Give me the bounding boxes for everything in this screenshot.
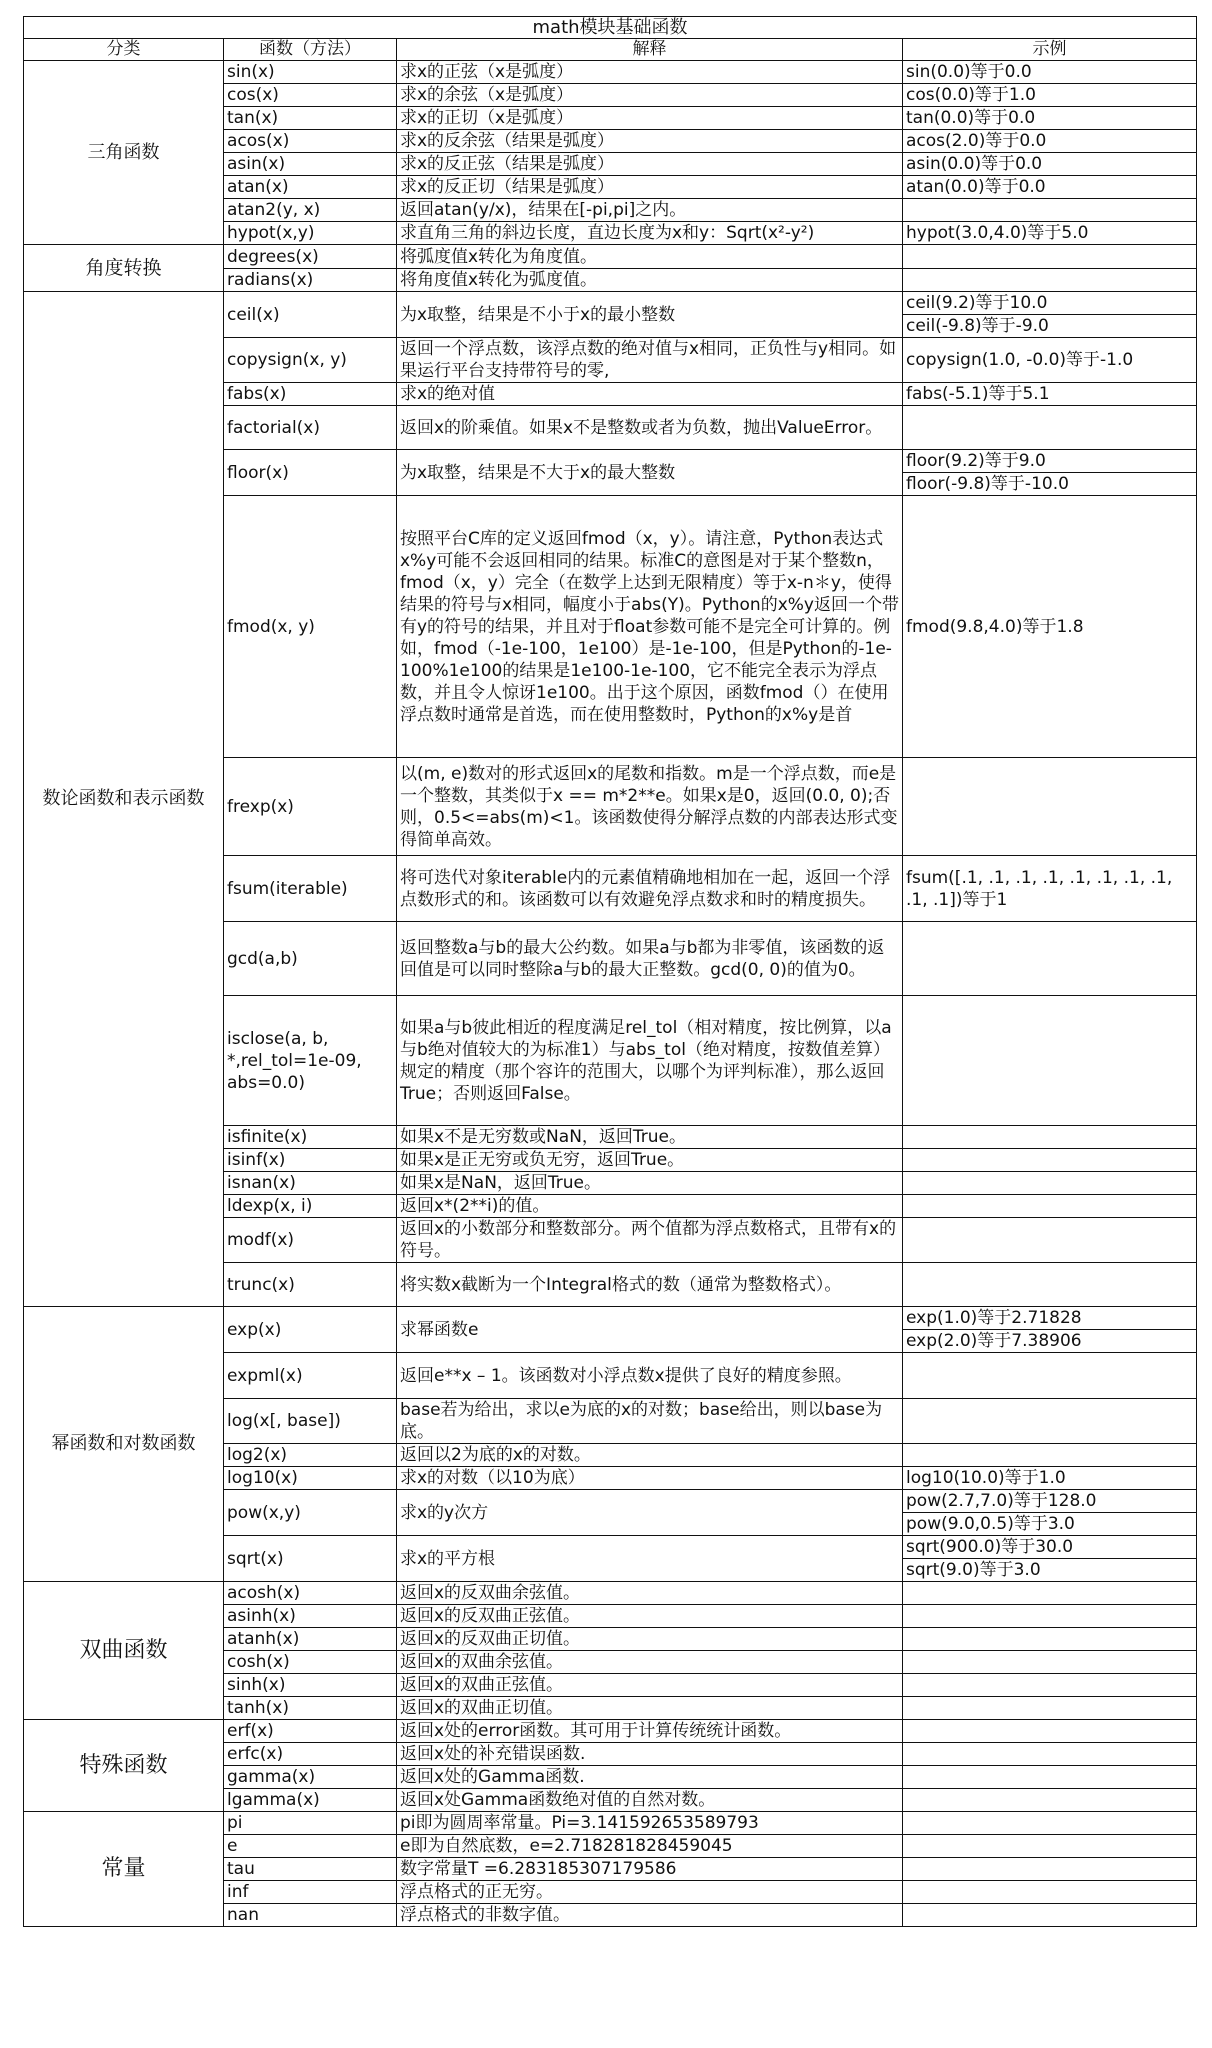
description-cell: 将可迭代对象iterable内的元素值精确地相加在一起，返回一个浮点数形式的和。该函数可以有效避免浮点数求和时的精度损失。 <box>397 856 903 922</box>
function-cell: lgamma(x) <box>224 1789 397 1812</box>
table-row <box>24 292 1197 338</box>
example-cell <box>903 1881 1197 1904</box>
example-cell <box>903 222 1197 245</box>
function-cell: exp(x) <box>224 1307 397 1353</box>
description-cell: 求直角三角的斜边长度，直边长度为x和y：Sqrt(x²-y²) <box>397 222 903 245</box>
category-cell: 数论函数和表示函数 <box>24 292 224 1307</box>
description-cell: 返回x的双曲余弦值。 <box>397 1651 903 1674</box>
description-cell: 返回一个浮点数，该浮点数的绝对值与x相同，正负性与y相同。如果运行平台支持带符号的零, <box>397 338 903 383</box>
description-cell: 求x的y次方 <box>397 1490 903 1536</box>
function-cell: erfc(x) <box>224 1743 397 1766</box>
function-cell: asin(x) <box>224 153 397 176</box>
description-cell: 如果a与b彼此相近的程度满足rel_tol（相对精度，按比例算，以a与b绝对值较大的为标准1）与abs_tol（绝对精度，按数值差算）规定的精度（那个容许的范围大，以哪个为评判标准），那么返回True；否则返回False。 <box>397 996 903 1126</box>
function-cell: cosh(x) <box>224 1651 397 1674</box>
example-cell <box>903 996 1197 1126</box>
example-cell <box>903 130 1197 153</box>
header-example: 示例 <box>903 39 1197 61</box>
function-cell: erf(x) <box>224 1720 397 1743</box>
description-cell: 求x的绝对值 <box>397 383 903 406</box>
description-cell: 返回atan(y/x)，结果在[-pi,pi]之内。 <box>397 199 903 222</box>
function-cell: atanh(x) <box>224 1628 397 1651</box>
example-cell <box>903 1835 1197 1858</box>
example-cell <box>903 1218 1197 1263</box>
description-cell: 浮点格式的非数字值。 <box>397 1904 903 1927</box>
table-row <box>24 1307 1197 1353</box>
example-line: sqrt(900.0)等于30.0 <box>906 1537 1074 1557</box>
description-cell: 返回x的反双曲正切值。 <box>397 1628 903 1651</box>
category-cell: 角度转换 <box>24 245 224 292</box>
example-cell <box>903 856 1197 922</box>
example-cell <box>903 1904 1197 1927</box>
example-line: acos(2.0)等于0.0 <box>906 131 1047 151</box>
example-cell <box>903 1812 1197 1835</box>
example-cell <box>903 1353 1197 1399</box>
function-cell: isfinite(x) <box>224 1126 397 1149</box>
function-cell: tan(x) <box>224 107 397 130</box>
function-cell: atan2(y, x) <box>224 199 397 222</box>
description-cell: 返回整数a与b的最大公约数。如果a与b都为非零值，该函数的返回值是可以同时整除a与b的最大正整数。gcd(0, 0)的值为0。 <box>397 922 903 996</box>
function-cell: log2(x) <box>224 1444 397 1467</box>
function-cell: trunc(x) <box>224 1263 397 1307</box>
example-line: exp(2.0)等于7.38906 <box>903 1329 1196 1352</box>
example-line: sin(0.0)等于0.0 <box>906 62 1032 82</box>
function-cell: isinf(x) <box>224 1149 397 1172</box>
function-cell: fsum(iterable) <box>224 856 397 922</box>
description-cell: 求幂函数e <box>397 1307 903 1353</box>
function-cell: copysign(x, y) <box>224 338 397 383</box>
example-cell <box>903 84 1197 107</box>
description-cell: 求x的对数（以10为底） <box>397 1467 903 1490</box>
table-row <box>24 61 1197 84</box>
example-cell <box>903 450 1197 496</box>
function-cell: ldexp(x, i) <box>224 1195 397 1218</box>
example-cell <box>903 406 1197 450</box>
example-cell <box>903 269 1197 292</box>
function-cell: acosh(x) <box>224 1582 397 1605</box>
function-cell: cos(x) <box>224 84 397 107</box>
example-line: ceil(-9.8)等于-9.0 <box>903 314 1196 337</box>
description-cell: 为x取整，结果是不小于x的最小整数 <box>397 292 903 338</box>
example-line: pow(2.7,7.0)等于128.0 <box>906 1491 1097 1511</box>
description-cell: 返回x的双曲正弦值。 <box>397 1674 903 1697</box>
example-cell <box>903 1743 1197 1766</box>
description-cell: 求x的余弦（x是弧度） <box>397 84 903 107</box>
description-cell: 返回x处的error函数。其可用于计算传统统计函数。 <box>397 1720 903 1743</box>
description-cell: 返回x处Gamma函数绝对值的自然对数。 <box>397 1789 903 1812</box>
example-cell <box>903 199 1197 222</box>
example-cell <box>903 1307 1197 1353</box>
function-cell: tau <box>224 1858 397 1881</box>
description-cell: 为x取整，结果是不大于x的最大整数 <box>397 450 903 496</box>
function-cell: atan(x) <box>224 176 397 199</box>
description-cell: pi即为圆周率常量。Pi=3.141592653589793 <box>397 1812 903 1835</box>
example-cell <box>903 1126 1197 1149</box>
example-cell <box>903 61 1197 84</box>
example-cell <box>903 107 1197 130</box>
example-cell <box>903 1195 1197 1218</box>
example-cell <box>903 496 1197 758</box>
description-cell: 返回x处的Gamma函数. <box>397 1766 903 1789</box>
example-cell <box>903 176 1197 199</box>
category-cell: 幂函数和对数函数 <box>24 1307 224 1582</box>
description-cell: 返回x的阶乘值。如果x不是整数或者为负数，抛出ValueError。 <box>397 406 903 450</box>
function-cell: sin(x) <box>224 61 397 84</box>
example-line: sqrt(9.0)等于3.0 <box>903 1558 1196 1581</box>
example-cell <box>903 1263 1197 1307</box>
description-cell: 如果x不是无穷数或NaN，返回True。 <box>397 1126 903 1149</box>
example-cell <box>903 1172 1197 1195</box>
category-cell: 双曲函数 <box>24 1582 224 1720</box>
function-cell: pi <box>224 1812 397 1835</box>
example-cell <box>903 1399 1197 1444</box>
example-line: hypot(3.0,4.0)等于5.0 <box>906 223 1089 243</box>
description-cell: 返回e**x – 1。该函数对小浮点数x提供了良好的精度参照。 <box>397 1353 903 1399</box>
function-cell: ceil(x) <box>224 292 397 338</box>
example-cell <box>903 1149 1197 1172</box>
description-cell: 求x的平方根 <box>397 1536 903 1582</box>
example-cell <box>903 1720 1197 1743</box>
description-cell: 求x的反正弦（结果是弧度） <box>397 153 903 176</box>
function-cell: radians(x) <box>224 269 397 292</box>
description-cell: 返回以2为底的x的对数。 <box>397 1444 903 1467</box>
example-cell <box>903 383 1197 406</box>
example-cell <box>903 1651 1197 1674</box>
example-line: asin(0.0)等于0.0 <box>906 154 1043 174</box>
function-cell: expml(x) <box>224 1353 397 1399</box>
description-cell: 如果x是正无穷或负无穷，返回True。 <box>397 1149 903 1172</box>
example-cell <box>903 1582 1197 1605</box>
example-cell <box>903 153 1197 176</box>
function-cell: inf <box>224 1881 397 1904</box>
function-cell: isclose(a, b, *,rel_tol=1e-09, abs=0.0) <box>224 996 397 1126</box>
example-cell <box>903 1628 1197 1651</box>
example-cell <box>903 1536 1197 1582</box>
table-row <box>24 245 1197 269</box>
function-cell: fabs(x) <box>224 383 397 406</box>
description-cell: 以(m, e)数对的形式返回x的尾数和指数。m是一个浮点数，而e是一个整数，其类似于x == m*2**e。如果x是0，返回(0.0, 0);否则，0.5<=abs(m)<1。该函数使得分解浮点数的内部表达形式变得简单高效。 <box>397 758 903 856</box>
example-cell <box>903 292 1197 338</box>
category-cell: 三角函数 <box>24 61 224 245</box>
header-function: 函数（方法） <box>224 39 397 61</box>
function-cell: fmod(x, y) <box>224 496 397 758</box>
example-cell <box>903 922 1197 996</box>
function-cell: modf(x) <box>224 1218 397 1263</box>
function-cell: acos(x) <box>224 130 397 153</box>
table-row <box>24 1582 1197 1605</box>
example-line: ceil(9.2)等于10.0 <box>906 293 1048 313</box>
table-title: math模块基础函数 <box>24 17 1197 39</box>
example-line: floor(-9.8)等于-10.0 <box>903 472 1196 495</box>
example-line: fsum([.1, .1, .1, .1, .1, .1, .1, .1, .1, .1])等于1 <box>906 867 1173 910</box>
example-line: fmod(9.8,4.0)等于1.8 <box>906 616 1084 637</box>
function-cell: hypot(x,y) <box>224 222 397 245</box>
description-cell: 求x的反余弦（结果是弧度） <box>397 130 903 153</box>
description-cell: base若为给出，求以e为底的x的对数；base给出，则以base为底。 <box>397 1399 903 1444</box>
example-cell <box>903 1444 1197 1467</box>
function-cell: nan <box>224 1904 397 1927</box>
example-cell <box>903 245 1197 269</box>
description-cell: 返回x处的补充错误函数. <box>397 1743 903 1766</box>
example-cell <box>903 758 1197 856</box>
example-line: cos(0.0)等于1.0 <box>906 85 1036 105</box>
function-cell: factorial(x) <box>224 406 397 450</box>
description-cell: 按照平台C库的定义返回fmod（x，y）。请注意，Python表达式x%y可能不会返回相同的结果。标准C的意图是对于某个整数n，fmod（x，y）完全（在数学上达到无限精度）等于x-n＊y，使得结果的符号与x相同，幅度小于abs(Y)。Python的x%y返回一个带有y的符号的结果，并且对于float参数可能不是完全可计算的。例如，fmod（-1e-100，1e100）是-1e-100，但是Python的-1e-100%1e100的结果是1e100-1e-100，它不能完全表示为浮点数，并且令人惊讶1e100。出于这个原因，函数fmod（）在使用浮点数时通常是首选，而在使用整数时，Python的x%y是首 <box>397 496 903 758</box>
description-cell: 求x的正切（x是弧度） <box>397 107 903 130</box>
example-cell <box>903 1605 1197 1628</box>
function-cell: sinh(x) <box>224 1674 397 1697</box>
table-row <box>24 1720 1197 1743</box>
description-cell: 将实数x截断为一个Integral格式的数（通常为整数格式）。 <box>397 1263 903 1307</box>
header-description: 解释 <box>397 39 903 61</box>
description-cell: 将弧度值x转化为角度值。 <box>397 245 903 269</box>
function-cell: asinh(x) <box>224 1605 397 1628</box>
example-line: atan(0.0)等于0.0 <box>906 177 1046 197</box>
function-cell: floor(x) <box>224 450 397 496</box>
example-cell <box>903 1766 1197 1789</box>
description-cell: 求x的反正切（结果是弧度） <box>397 176 903 199</box>
category-cell: 常量 <box>24 1812 224 1927</box>
example-cell <box>903 1467 1197 1490</box>
example-line: exp(1.0)等于2.71828 <box>906 1308 1082 1328</box>
example-line: floor(9.2)等于9.0 <box>906 451 1046 471</box>
header-category: 分类 <box>24 39 224 61</box>
function-cell: pow(x,y) <box>224 1490 397 1536</box>
example-cell <box>903 338 1197 383</box>
description-cell: 如果x是NaN，返回True。 <box>397 1172 903 1195</box>
function-cell: isnan(x) <box>224 1172 397 1195</box>
description-cell: 数字常量T =6.283185307179586 <box>397 1858 903 1881</box>
example-line: copysign(1.0, -0.0)等于-1.0 <box>906 350 1134 370</box>
math-functions-table <box>23 16 1197 1927</box>
table-row <box>24 1812 1197 1835</box>
description-cell: 返回x的双曲正切值。 <box>397 1697 903 1720</box>
function-cell: degrees(x) <box>224 245 397 269</box>
category-cell: 特殊函数 <box>24 1720 224 1812</box>
description-cell: 返回x的反双曲余弦值。 <box>397 1582 903 1605</box>
function-cell: tanh(x) <box>224 1697 397 1720</box>
example-line: pow(9.0,0.5)等于3.0 <box>903 1512 1196 1535</box>
example-line: log10(10.0)等于1.0 <box>906 1468 1066 1488</box>
description-cell: 将角度值x转化为弧度值。 <box>397 269 903 292</box>
function-cell: gamma(x) <box>224 1766 397 1789</box>
description-cell: 返回x*(2**i)的值。 <box>397 1195 903 1218</box>
description-cell: 返回x的反双曲正弦值。 <box>397 1605 903 1628</box>
function-cell: frexp(x) <box>224 758 397 856</box>
function-cell: log(x[, base]) <box>224 1399 397 1444</box>
description-cell: 求x的正弦（x是弧度） <box>397 61 903 84</box>
function-cell: e <box>224 1835 397 1858</box>
description-cell: 浮点格式的正无穷。 <box>397 1881 903 1904</box>
function-cell: log10(x) <box>224 1467 397 1490</box>
example-cell <box>903 1858 1197 1881</box>
function-cell: gcd(a,b) <box>224 922 397 996</box>
function-cell: sqrt(x) <box>224 1536 397 1582</box>
example-cell <box>903 1697 1197 1720</box>
example-line: fabs(-5.1)等于5.1 <box>906 384 1050 404</box>
description-cell: e即为自然底数，e=2.718281828459045 <box>397 1835 903 1858</box>
example-cell <box>903 1789 1197 1812</box>
description-cell: 返回x的小数部分和整数部分。两个值都为浮点数格式，且带有x的符号。 <box>397 1218 903 1263</box>
example-cell <box>903 1490 1197 1536</box>
example-line: tan(0.0)等于0.0 <box>906 108 1036 128</box>
example-cell <box>903 1674 1197 1697</box>
